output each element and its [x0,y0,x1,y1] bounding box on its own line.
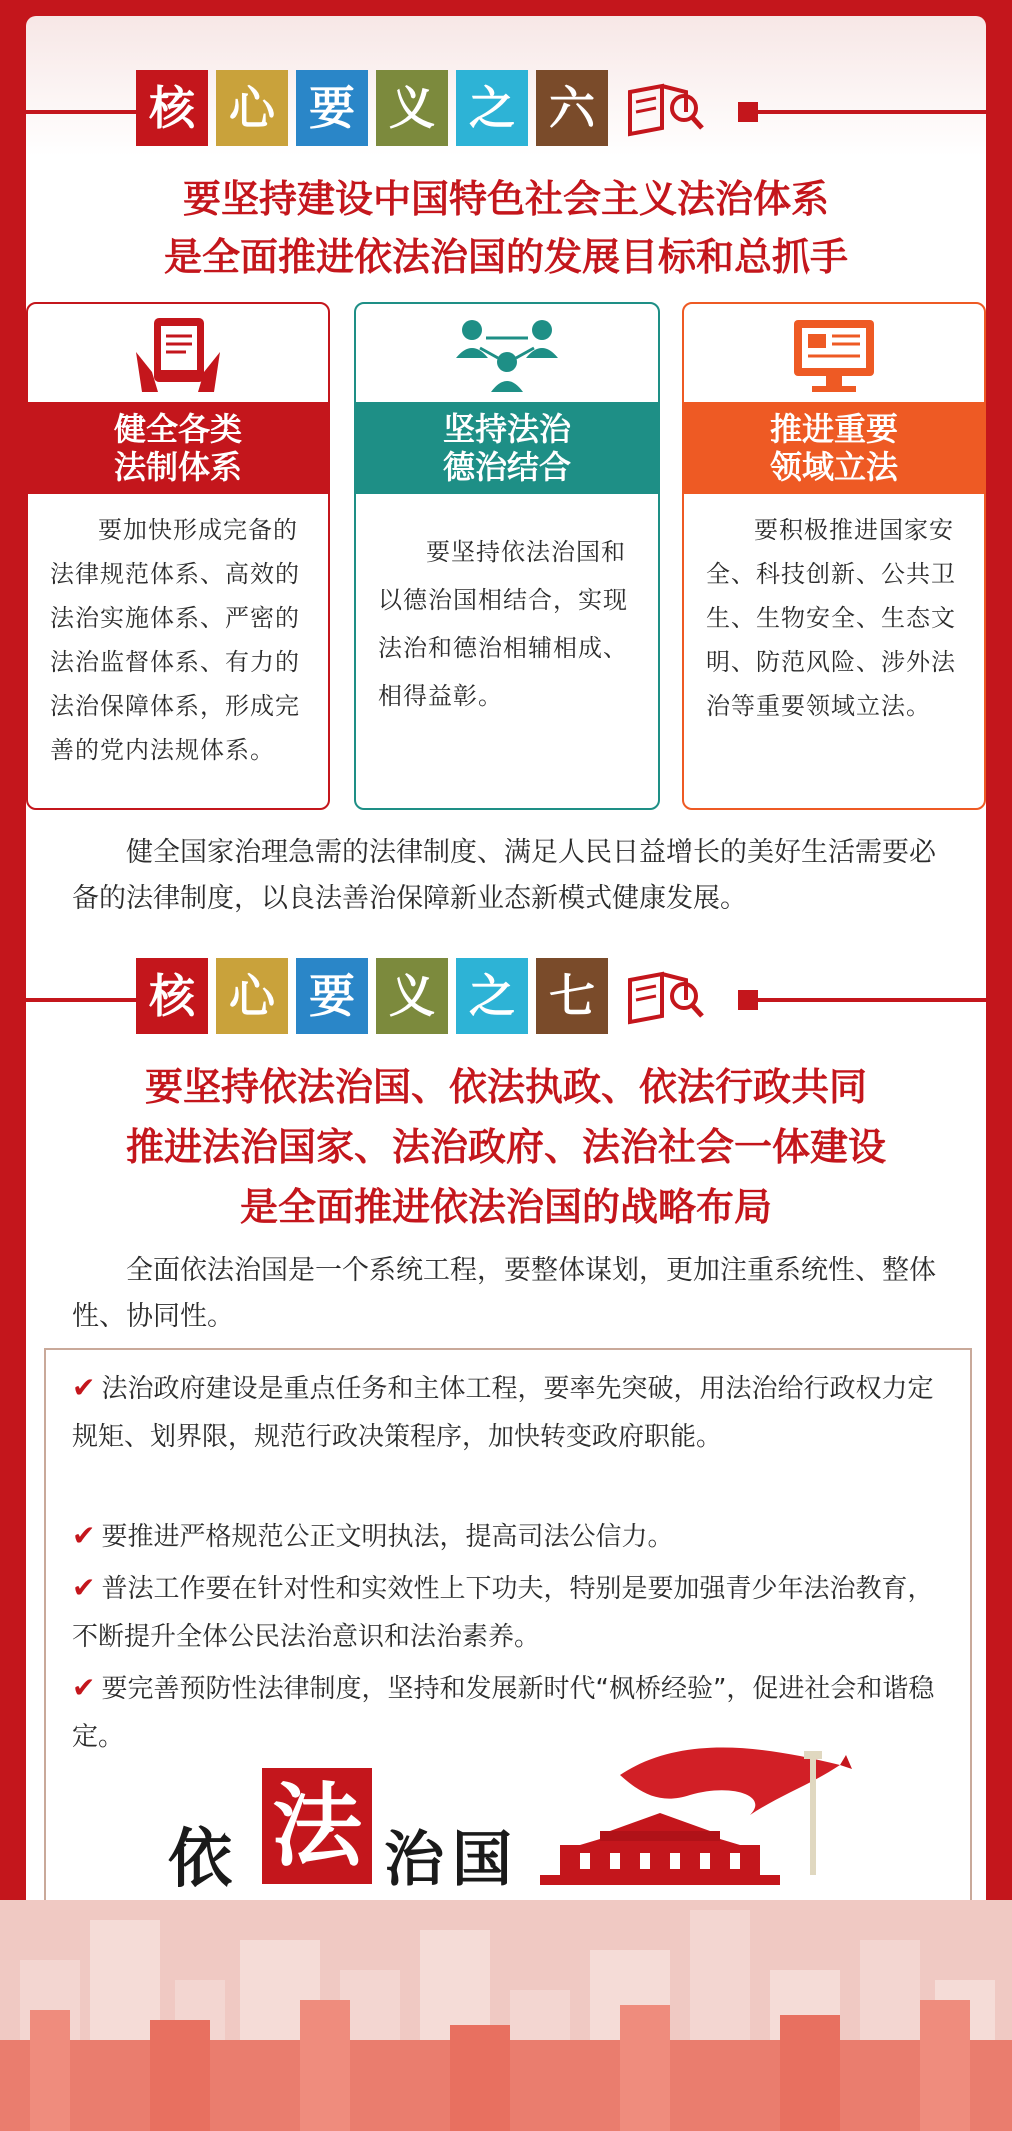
monitor-icon [784,312,884,398]
card-body: 要积极推进国家安全、科技创新、公共卫生、生物安全、生态文明、防范风险、涉外法治等重要领域立法。 [706,516,956,720]
tile: 核 [136,70,208,146]
bullet-text: 法治政府建设是重点任务和主体工程，要率先突破，用法治给行政权力定规矩、划界限，规范行政决策程序，加快转变政府职能。 [72,1374,934,1452]
calligraphy-char: 依 [168,1822,232,1897]
card-body: 要加快形成完备的法律规范体系、高效的法治实施体系、严密的法治监督体系、有力的法治保障体系，形成完善的党内法规体系。 [50,516,300,764]
section7-slogan-line2: 推进法治国家、法治政府、法治社会一体建设 [125,1125,886,1169]
tile: 心 [216,958,288,1034]
bullet-text: 要推进严格规范公正文明执法，提高司法公信力。 [101,1522,674,1552]
bullet-text: 要完善预防性法律制度，坚持和发展新时代“枫桥经验”，促进社会和谐稳定。 [72,1674,935,1752]
bullet-text: 普法工作要在针对性和实效性上下功夫，特别是要加强青少年法治教育，不断提升全体公民法治意识和法治素养。 [72,1574,934,1652]
tile: 之 [456,958,528,1034]
header-line-right [758,998,986,1002]
section7-paragraph: 全面依法治国是一个系统工程，要整体谋划，更加注重系统性、整体性、协同性。 [72,1255,936,1332]
tile: 义 [376,70,448,146]
section7-slogan-line1: 要坚持依法治国、依法执政、依法行政共同 [144,1065,867,1109]
header-square [738,102,758,122]
card-title-line1: 健全各类 [113,410,242,448]
tiananmen-flag-illustration [540,1735,860,1895]
bullet-item [72,1364,948,1461]
section6-paragraph: 健全国家治理急需的法律制度、满足人民日益增长的美好生活需要必备的法律制度，以良法善治保障新业态新模式健康发展。 [72,837,936,914]
card-title-line2: 德治结合 [442,448,571,486]
card-rule-of-law-virtue [354,302,660,810]
header-line-left [26,110,136,114]
tile: 义 [376,958,448,1034]
header-square [738,990,758,1010]
bullet-item [72,1512,948,1561]
book-magnifier-icon [626,966,706,1026]
tile: 之 [456,70,528,146]
tile: 核 [136,958,208,1034]
tile: 六 [536,70,608,146]
calligraphy-char: 国 [452,1825,512,1895]
check-icon: ✔ [72,1571,96,1604]
bullet-item [72,1564,948,1661]
section6-slogan-line2: 是全面推进依法治国的发展目标和总抓手 [163,235,848,279]
card-title-line1: 推进重要 [769,410,898,448]
calligraphy-fa-block: 法 [262,1768,372,1884]
section7-slogan-line3: 是全面推进依法治国的战略布局 [239,1185,772,1229]
book-magnifier-icon [626,78,706,138]
city-skyline [0,1900,1012,2131]
card-title [28,402,328,494]
card-title-line2: 法制体系 [113,448,242,486]
card-key-legislation [682,302,986,810]
tile: 要 [296,70,368,146]
people-network-icon [452,312,562,398]
tablet-hands-icon [128,312,228,398]
card-title-line1: 坚持法治 [442,410,571,448]
card-body: 要坚持依法治国和以德治国相结合，实现法治和德治相辅相成、相得益彰。 [378,538,628,710]
header-line-right [758,110,986,114]
section7-header [26,958,986,1048]
tile: 要 [296,958,368,1034]
check-icon: ✔ [72,1671,96,1704]
header-line-left [26,998,136,1002]
section6-slogan-line1: 要坚持建设中国特色社会主义法治体系 [182,177,829,221]
calligraphy-char: 治 [384,1825,444,1895]
tile: 心 [216,70,288,146]
check-icon: ✔ [72,1371,96,1404]
card-legal-system [26,302,330,810]
tile: 七 [536,958,608,1034]
card-title [684,402,984,494]
check-icon: ✔ [72,1519,96,1552]
section6-header [26,70,986,160]
card-title-line2: 领域立法 [769,448,898,486]
card-title [356,402,658,494]
